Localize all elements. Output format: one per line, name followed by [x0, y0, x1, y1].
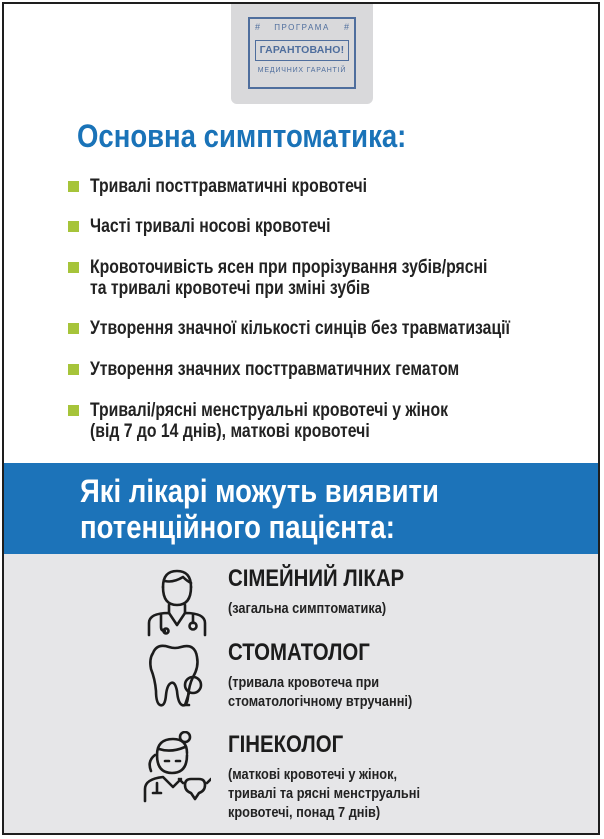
doctors-banner: [4, 463, 600, 554]
bullet-square-icon: [68, 405, 79, 416]
doctors-title: Які лікарі можуть виявити потенційного пацієнта:: [80, 473, 439, 545]
family-doctor-icon: [139, 565, 211, 637]
tooth-icon: [139, 639, 211, 711]
logo-stamp: [248, 17, 356, 89]
gynecologist-icon: [139, 731, 211, 803]
symptoms-title: Основна симптоматика:: [77, 118, 407, 154]
symptom-text: Тривалі/рясні менструальні кровотечі у жінок (від 7 до 14 днів), маткові кровотечі: [90, 400, 448, 442]
doctor-name: СТОМАТОЛОГ: [228, 639, 370, 666]
bullet-square-icon: [68, 221, 79, 232]
logo-bottom-text: МЕДИЧНИХ ГАРАНТІЙ: [257, 67, 347, 74]
symptom-text: Тривалі посттравматичні кровотечі: [90, 176, 368, 197]
logo-top-text: ПРОГРАМА: [274, 23, 330, 32]
doctors-section: [4, 554, 600, 835]
doctor-description: (маткові кровотечі у жінок, тривалі та рясні менструальні кровотечі, понад 7 днів): [228, 766, 421, 821]
bullet-square-icon: [68, 262, 79, 273]
symptom-text: Кровоточивість ясен при прорізування зубів/рясні та тривалі кровотечі при зміні зубів: [90, 257, 488, 299]
hash-icon: #: [343, 22, 349, 32]
symptom-text: Утворення значних посттравматичних гематом: [90, 359, 460, 380]
bullet-square-icon: [68, 323, 79, 334]
doctor-name: СІМЕЙНИЙ ЛІКАР: [228, 565, 405, 592]
hash-icon: #: [255, 22, 261, 32]
logo-main-text: ГАРАНТОВАНО!: [255, 40, 349, 61]
doctor-description: (тривала кровотеча при стоматологічному втручанні): [228, 674, 413, 710]
bullet-square-icon: [68, 181, 79, 192]
doctor-name: ГІНЕКОЛОГ: [228, 731, 344, 758]
doctor-description: (загальна симптоматика): [228, 600, 387, 617]
poster-frame: [2, 2, 600, 835]
bullet-square-icon: [68, 364, 79, 375]
symptom-text: Утворення значної кількості синців без травматизації: [90, 318, 510, 339]
symptom-text: Часті тривалі носові кровотечі: [90, 216, 331, 237]
program-logo: [231, 4, 373, 104]
